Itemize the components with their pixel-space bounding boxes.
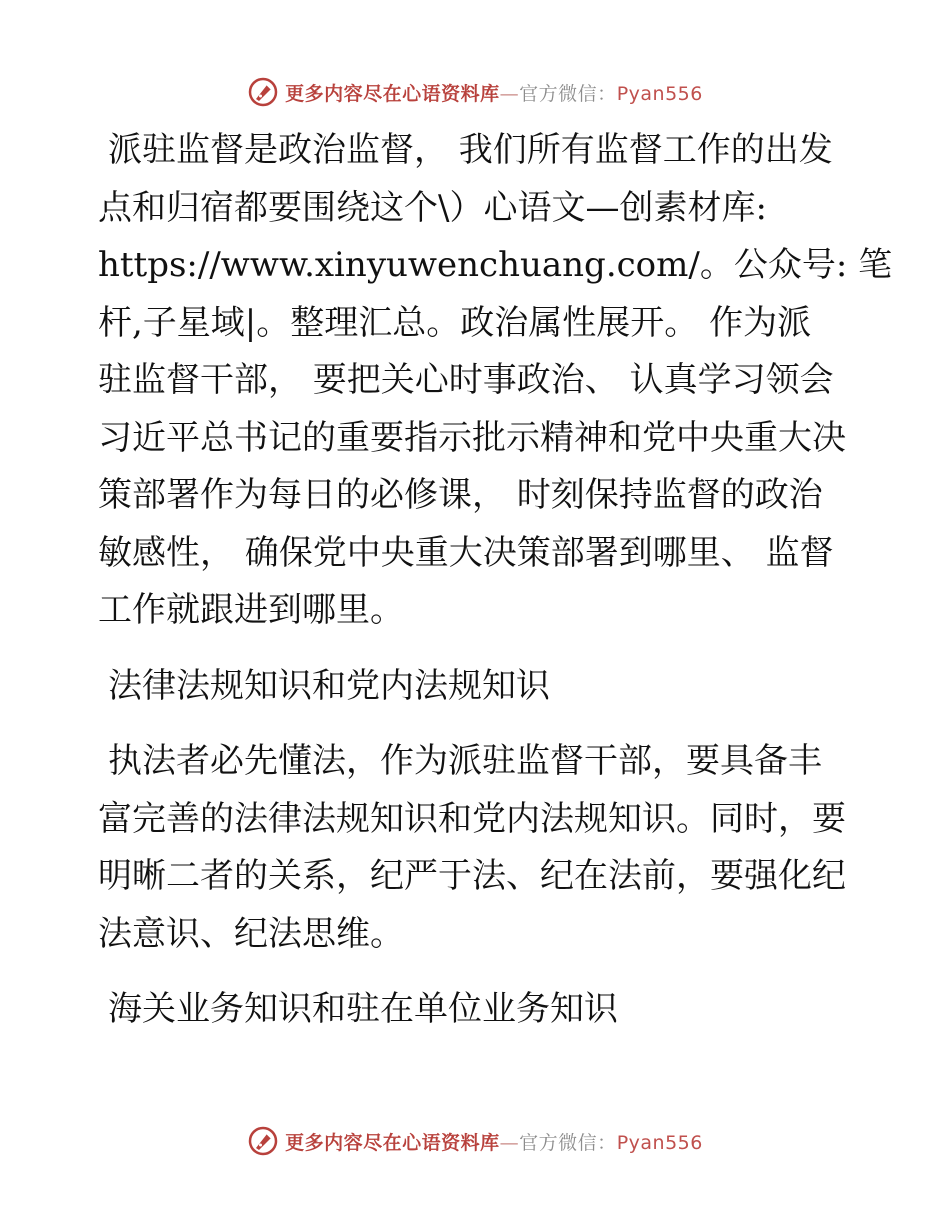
document-body bbox=[98, 122, 893, 1057]
pen-nib-circle-icon bbox=[247, 1125, 279, 1157]
banner-handle: Pyan556 bbox=[616, 82, 703, 105]
banner-brand: 更多内容尽在心语资料库 bbox=[285, 82, 500, 105]
section-heading-law-knowledge: 法律法规知识和党内法规知识 bbox=[108, 665, 550, 706]
banner-official-label: 官方微信： bbox=[519, 1131, 617, 1154]
banner-text bbox=[285, 79, 703, 106]
text-line: 工作就跟进到哪里。 bbox=[98, 590, 404, 630]
header-banner bbox=[0, 72, 950, 112]
banner-official-label: 官方微信： bbox=[519, 82, 617, 105]
text-line: 明晰二者的关系，纪严于法、纪在法前，要强化纪 bbox=[98, 856, 846, 896]
text-line: 习近平总书记的重要指示批示精神和党中央重大决 bbox=[98, 417, 846, 458]
text-line: 驻监督干部， 要把关心时事政治、 认真学习领会 bbox=[98, 360, 834, 400]
text-line: 派驻监督是政治监督， 我们所有监督工作的出发 bbox=[108, 130, 833, 170]
paragraph-political-supervision bbox=[98, 122, 893, 640]
section-heading-customs-knowledge: 海关业务知识和驻在单位业务知识 bbox=[108, 989, 618, 1029]
banner-content bbox=[247, 1125, 703, 1157]
banner-content bbox=[247, 76, 703, 108]
paragraph-law-knowledge bbox=[98, 733, 850, 963]
text-line: 杆,子星域|。整理汇总。政治属性展开。 作为派 bbox=[98, 302, 812, 343]
text-line: 点和归宿都要围绕这个\）心语文—创素材库: bbox=[98, 187, 767, 228]
text-line: https://www.xinyuwenchuang.com/。公众号: 笔 bbox=[98, 245, 893, 285]
banner-text bbox=[285, 1128, 703, 1155]
banner-brand: 更多内容尽在心语资料库 bbox=[285, 1131, 500, 1154]
text-line: 敏感性， 确保党中央重大决策部署到哪里、 监督 bbox=[98, 532, 834, 573]
text-line: 执法者必先懂法，作为派驻监督干部，要具备丰 bbox=[108, 741, 822, 781]
footer-banner bbox=[0, 1121, 950, 1161]
banner-dash: — bbox=[499, 82, 520, 105]
text-line: 法意识、纪法思维。 bbox=[98, 913, 404, 954]
text-line: 富完善的法律法规知识和党内法规知识。同时，要 bbox=[98, 798, 846, 839]
text-line: 策部署作为每日的必修课， 时刻保持监督的政治 bbox=[98, 475, 823, 515]
banner-dash: — bbox=[499, 1131, 520, 1154]
pen-nib-circle-icon bbox=[247, 76, 279, 108]
banner-handle: Pyan556 bbox=[616, 1131, 703, 1154]
